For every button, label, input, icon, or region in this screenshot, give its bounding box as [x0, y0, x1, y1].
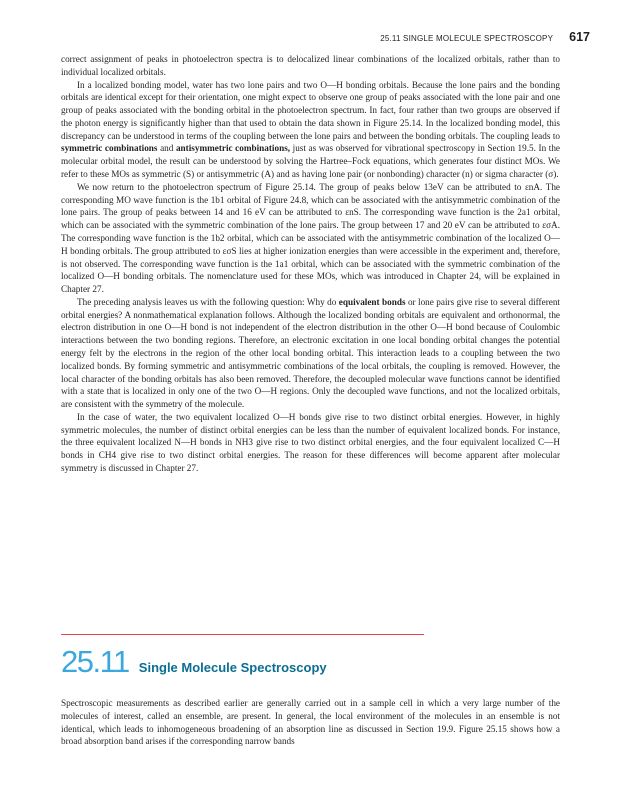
- paragraph-1: correct assignment of peaks in photoelectron spectra is to delocalized linear combinations of the localized orbitals, rather than to individual localized orbitals.: [61, 54, 560, 77]
- section-title: Single Molecule Spectroscopy: [138, 660, 327, 675]
- section-paragraph: Spectroscopic measurements as described earlier are generally carried out in a sample cell in which a very large number of the molecules of interest, called an ensemble, are present. In general, the local environment of the molecules in an ensemble is not identical, which leads to inhomogeneous broadening of an absorption line as discussed in Section 19.9. Figure 25.15 shows how a broad absorption band arises if the corresponding narrow bands: [61, 698, 560, 747]
- running-header: [60, 28, 590, 44]
- paragraph-4: The preceding analysis leaves us with the following question: Why do equivalent bonds or lone pairs give rise to several different orbital energies? A nonmathematical explanation follows. Although the localized bonding orbitals are equivalent and orthonormal, the electron distribution in one O—H bond is not independent of the electron distribution in the other O—H bond because of Coulombic interactions between the two bonding regions. Therefore, an electronic excitation in one local bonding orbital changes the potential energy felt by the electrons in the region of the other local bonding orbital. This interaction leads to a coupling between the two localized bonds. By forming symmetric and antisymmetric combinations of the local orbitals, the coupling is removed. However, the local character of the bonding orbitals has also been removed. Therefore, the decoupled molecular wave functions cannot be identified with a state that is localized in only one of the two O—H regions. Only the decoupled wave functions, and not the localized orbitals, are consistent with the symmetry of the molecule.: [61, 296, 560, 410]
- paragraph-3: We now return to the photoelectron spectrum of Figure 25.14. The group of peaks below 13eV can be attributed to εnA. The corresponding MO wave function is the 1b1 orbital of Figure 24.8, which can be associated with the antisymmetric combination of the lone pairs. The group of peaks between 14 and 16 eV can be attributed to εnS. The corresponding wave function is the 2a1 orbital, which can be associated with the symmetric combination of the lone pairs. The group between 17 and 20 eV can be attributed to εσA. The corresponding wave function is the 1b2 orbital, which can be associated with the antisymmetric combination of the localized O—H bonding orbitals. The group attributed to εσS lies at higher ionization energies than were accessible in the experiment and, therefore, is not observed. The corresponding wave function is the 1a1 orbital, which can be associated with the symmetric combination of the localized O—H bonding orbitals. The nomenclature used for these MOs, which was introduced in Chapter 24, will be explained in Chapter 27.: [61, 181, 560, 295]
- section-number: 25.11: [61, 644, 129, 679]
- section-body: [61, 697, 560, 748]
- paragraph-2: In a localized bonding model, water has two lone pairs and two O—H bonding orbitals. Because the lone pairs and the bonding orbitals are identical except for their orientation, one might expect to observe one group of peaks associated with the lone pair and one group of peaks associated with the bonding orbital in the photoelectron spectrum. In fact, four rather than two groups are observed if the photon energy is significantly higher than that used to obtain the data shown in Figure 25.14. In the localized bonding model, this discrepancy can be understood in terms of the coupling between the lone pairs and between the bonding orbitals. The coupling leads to symmetric combinations and antisymmetric combinations, just as was observed for vibrational spectroscopy in Section 19.5. In the molecular orbital model, the result can be understood by solving the Hartree–Fock equations, which generates four distinct MOs. We refer to these MOs as symmetric (S) or antisymmetric (A) and as having lone pair (or nonbonding) character (n) or sigma character (σ).: [61, 79, 560, 180]
- running-title: 25.11 SINGLE MOLECULE SPECTROSCOPY: [380, 34, 554, 43]
- paragraph-5: In the case of water, the two equivalent localized O—H bonds give rise to two distinct orbital energies. However, in highly symmetric molecules, the number of distinct orbital energies can be less than the number of equivalent localized bonds. For instance, the three equivalent localized N—H bonds in NH3 give rise to two distinct orbital energies, and the four equivalent localized C—H bonds in CH4 give rise to two distinct orbital energies. The reason for these differences will become apparent after molecular symmetry is discussed in Chapter 27.: [61, 411, 560, 473]
- page-number: 617: [569, 30, 590, 44]
- section-heading: [61, 644, 560, 684]
- section-divider: [61, 634, 424, 635]
- term-antisymmetric-combinations: antisymmetric combinations,: [175, 143, 291, 154]
- term-equivalent-bonds: equivalent bonds: [338, 296, 406, 307]
- body-text: [61, 53, 560, 475]
- term-symmetric-combinations: symmetric combinations: [61, 143, 158, 154]
